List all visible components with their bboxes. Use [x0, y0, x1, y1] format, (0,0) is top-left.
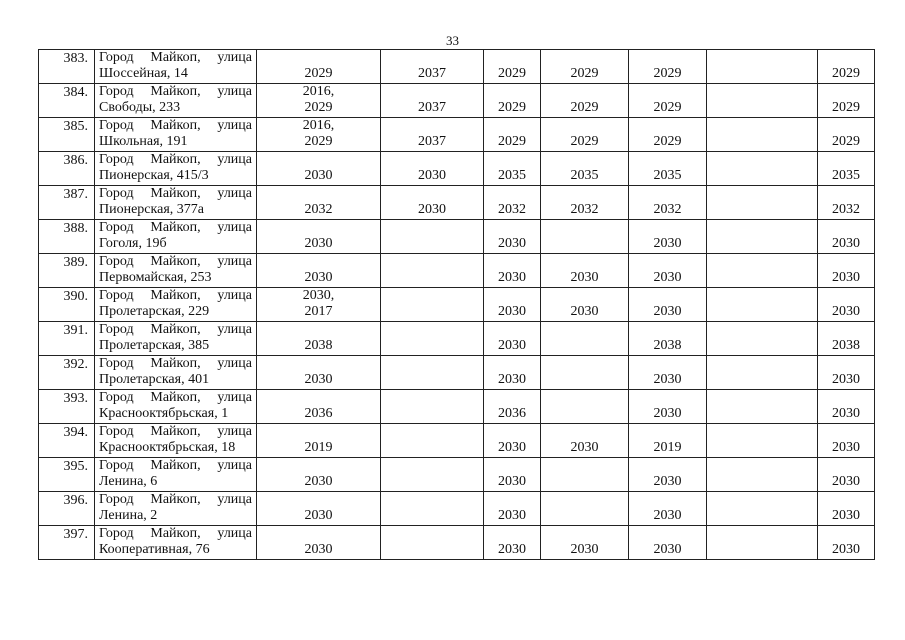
address-cell [95, 390, 257, 424]
year-cell-col1 [257, 220, 381, 254]
year-cell-col3: 2030 [484, 356, 541, 390]
year-cell-col6 [707, 424, 818, 458]
year-cell-col6 [707, 288, 818, 322]
table-row [39, 220, 875, 254]
address-cell [95, 322, 257, 356]
year-cell-col4: 2029 [541, 50, 629, 84]
year-value: 2030 [304, 168, 333, 183]
table-row [39, 254, 875, 288]
year-cell-col4: 2030 [541, 254, 629, 288]
year-cell-col7: 2030 [818, 220, 875, 254]
year-cell-col2 [381, 220, 484, 254]
year-value: 2030 [304, 236, 333, 251]
address-line-1: Город Майкоп, улица [99, 322, 252, 337]
table-row [39, 288, 875, 322]
address-line-1: Город Майкоп, улица [99, 186, 252, 201]
year-cell-col5: 2038 [629, 322, 707, 356]
year-value: 2019 [304, 440, 333, 455]
address-line-1: Город Майкоп, улица [99, 424, 252, 439]
year-value: 2016, [302, 84, 335, 99]
year-cell-col3: 2030 [484, 526, 541, 560]
year-cell-col7: 2030 [818, 526, 875, 560]
year-cell-col4 [541, 458, 629, 492]
year-cell-col7: 2030 [818, 492, 875, 526]
address-cell [95, 526, 257, 560]
year-cell-col6 [707, 186, 818, 220]
year-cell-col6 [707, 84, 818, 118]
year-value: 2029 [304, 100, 333, 115]
year-cell-col2 [381, 322, 484, 356]
year-cell-col3: 2029 [484, 118, 541, 152]
year-cell-col4 [541, 390, 629, 424]
address-line-2: Пролетарская, 401 [99, 372, 210, 387]
year-cell-col3: 2030 [484, 254, 541, 288]
address-line-2: Ленина, 2 [99, 508, 158, 523]
year-cell-col1 [257, 186, 381, 220]
year-cell-col5: 2030 [629, 356, 707, 390]
table-row [39, 458, 875, 492]
year-cell-col7: 2030 [818, 424, 875, 458]
table-row [39, 356, 875, 390]
year-cell-col6 [707, 356, 818, 390]
year-cell-col1 [257, 458, 381, 492]
address-cell [95, 186, 257, 220]
row-number-cell: 391. [39, 322, 95, 356]
row-number-cell: 394. [39, 424, 95, 458]
year-cell-col7: 2030 [818, 458, 875, 492]
row-number-cell: 393. [39, 390, 95, 424]
address-line-1: Город Майкоп, улица [99, 84, 252, 99]
row-number-cell: 386. [39, 152, 95, 186]
year-cell-col5: 2030 [629, 458, 707, 492]
year-cell-col7: 2032 [818, 186, 875, 220]
address-line-1: Город Майкоп, улица [99, 220, 252, 235]
year-cell-col2: 2037 [381, 118, 484, 152]
year-cell-col6 [707, 390, 818, 424]
year-cell-col3: 2030 [484, 220, 541, 254]
year-value: 2016, [302, 118, 335, 133]
year-cell-col1 [257, 390, 381, 424]
table-row [39, 322, 875, 356]
year-value: 2036 [304, 406, 333, 421]
year-cell-col5: 2029 [629, 50, 707, 84]
year-cell-col4: 2032 [541, 186, 629, 220]
year-cell-col2 [381, 458, 484, 492]
page-number: 33 [446, 33, 459, 48]
year-value: 2030 [304, 542, 333, 557]
schedule-table [38, 49, 875, 560]
year-cell-col1 [257, 492, 381, 526]
row-number-cell: 390. [39, 288, 95, 322]
table-row [39, 118, 875, 152]
address-line-1: Город Майкоп, улица [99, 390, 252, 405]
year-cell-col2: 2030 [381, 186, 484, 220]
year-value: 2030 [304, 474, 333, 489]
row-number-cell: 383. [39, 50, 95, 84]
address-line-2: Свободы, 233 [99, 100, 181, 115]
address-cell [95, 458, 257, 492]
row-number-cell: 387. [39, 186, 95, 220]
year-cell-col4 [541, 356, 629, 390]
address-cell [95, 288, 257, 322]
year-cell-col7: 2030 [818, 288, 875, 322]
year-cell-col2 [381, 390, 484, 424]
year-value: 2032 [304, 202, 333, 217]
year-cell-col1 [257, 254, 381, 288]
year-cell-col6 [707, 458, 818, 492]
row-number-cell: 389. [39, 254, 95, 288]
year-cell-col6 [707, 254, 818, 288]
year-cell-col1 [257, 322, 381, 356]
year-cell-col2: 2037 [381, 50, 484, 84]
row-number-cell: 388. [39, 220, 95, 254]
year-cell-col1 [257, 526, 381, 560]
year-value: 2030 [304, 270, 333, 285]
row-number-cell: 392. [39, 356, 95, 390]
year-cell-col3: 2030 [484, 424, 541, 458]
row-number-cell: 384. [39, 84, 95, 118]
year-cell-col7: 2030 [818, 254, 875, 288]
year-cell-col6 [707, 118, 818, 152]
year-cell-col2 [381, 254, 484, 288]
year-value: 2029 [304, 66, 333, 81]
table-row [39, 390, 875, 424]
year-cell-col7: 2029 [818, 84, 875, 118]
table-row [39, 50, 875, 84]
year-cell-col5: 2030 [629, 526, 707, 560]
address-line-1: Город Майкоп, улица [99, 50, 252, 65]
year-cell-col2 [381, 424, 484, 458]
year-cell-col6 [707, 526, 818, 560]
year-cell-col1 [257, 50, 381, 84]
year-cell-col2: 2037 [381, 84, 484, 118]
table-row [39, 492, 875, 526]
year-cell-col4: 2030 [541, 288, 629, 322]
year-cell-col6 [707, 50, 818, 84]
year-cell-col3: 2029 [484, 84, 541, 118]
year-cell-col5: 2032 [629, 186, 707, 220]
year-cell-col6 [707, 220, 818, 254]
year-cell-col1 [257, 288, 381, 322]
address-cell [95, 84, 257, 118]
address-line-2: Пионерская, 415/3 [99, 168, 209, 183]
table-row [39, 526, 875, 560]
address-cell [95, 254, 257, 288]
address-cell [95, 50, 257, 84]
year-cell-col4: 2029 [541, 118, 629, 152]
year-cell-col2 [381, 526, 484, 560]
year-cell-col6 [707, 492, 818, 526]
year-cell-col4: 2030 [541, 424, 629, 458]
year-cell-col7: 2030 [818, 390, 875, 424]
year-cell-col3: 2029 [484, 50, 541, 84]
year-cell-col3: 2036 [484, 390, 541, 424]
year-cell-col4 [541, 492, 629, 526]
address-line-2: Школьная, 191 [99, 134, 188, 149]
address-line-1: Город Майкоп, улица [99, 288, 252, 303]
table-row [39, 186, 875, 220]
year-cell-col5: 2029 [629, 118, 707, 152]
year-cell-col3: 2035 [484, 152, 541, 186]
table-row [39, 84, 875, 118]
address-line-2: Пролетарская, 229 [99, 304, 210, 319]
address-line-1: Город Майкоп, улица [99, 118, 252, 133]
year-cell-col4: 2029 [541, 84, 629, 118]
year-value: 2030 [304, 372, 333, 387]
year-cell-col5: 2030 [629, 254, 707, 288]
year-cell-col1 [257, 424, 381, 458]
year-cell-col5: 2030 [629, 288, 707, 322]
year-cell-col5: 2030 [629, 492, 707, 526]
year-cell-col2 [381, 288, 484, 322]
row-number-cell: 395. [39, 458, 95, 492]
address-cell [95, 424, 257, 458]
address-line-2: Ленина, 6 [99, 474, 158, 489]
address-line-1: Город Майкоп, улица [99, 152, 252, 167]
address-line-2: Первомайская, 253 [99, 270, 212, 285]
year-value: 2030, [302, 288, 335, 303]
row-number-cell: 385. [39, 118, 95, 152]
address-cell [95, 492, 257, 526]
year-cell-col4 [541, 322, 629, 356]
year-cell-col3: 2030 [484, 458, 541, 492]
year-cell-col7: 2029 [818, 50, 875, 84]
row-number-cell: 396. [39, 492, 95, 526]
address-line-1: Город Майкоп, улица [99, 492, 252, 507]
address-line-2: Краснооктябрьская, 1 [99, 406, 229, 421]
year-value: 2030 [304, 508, 333, 523]
year-cell-col2 [381, 492, 484, 526]
year-cell-col7: 2029 [818, 118, 875, 152]
year-cell-col3: 2030 [484, 288, 541, 322]
address-line-1: Город Майкоп, улица [99, 458, 252, 473]
year-cell-col4: 2035 [541, 152, 629, 186]
year-cell-col1 [257, 84, 381, 118]
year-cell-col3: 2030 [484, 322, 541, 356]
address-cell [95, 118, 257, 152]
address-line-2: Гоголя, 19б [99, 236, 167, 251]
year-cell-col3: 2030 [484, 492, 541, 526]
address-line-2: Пролетарская, 385 [99, 338, 210, 353]
address-line-1: Город Майкоп, улица [99, 254, 252, 269]
year-value: 2017 [304, 304, 333, 319]
address-cell [95, 152, 257, 186]
year-cell-col6 [707, 152, 818, 186]
address-line-2: Краснооктябрьская, 18 [99, 440, 236, 455]
year-value: 2038 [304, 338, 333, 353]
address-line-2: Шоссейная, 14 [99, 66, 188, 81]
address-line-2: Кооперативная, 76 [99, 542, 210, 557]
address-cell [95, 220, 257, 254]
year-value: 2029 [304, 134, 333, 149]
address-cell [95, 356, 257, 390]
address-line-1: Город Майкоп, улица [99, 526, 252, 541]
year-cell-col7: 2038 [818, 322, 875, 356]
year-cell-col5: 2019 [629, 424, 707, 458]
year-cell-col4 [541, 220, 629, 254]
year-cell-col3: 2032 [484, 186, 541, 220]
year-cell-col1 [257, 152, 381, 186]
table-body [39, 50, 875, 560]
year-cell-col2: 2030 [381, 152, 484, 186]
year-cell-col5: 2030 [629, 220, 707, 254]
row-number-cell: 397. [39, 526, 95, 560]
year-cell-col4: 2030 [541, 526, 629, 560]
year-cell-col5: 2030 [629, 390, 707, 424]
year-cell-col1 [257, 118, 381, 152]
year-cell-col2 [381, 356, 484, 390]
year-cell-col5: 2035 [629, 152, 707, 186]
year-cell-col7: 2035 [818, 152, 875, 186]
table-row [39, 152, 875, 186]
year-cell-col6 [707, 322, 818, 356]
table-row [39, 424, 875, 458]
address-line-2: Пионерская, 377а [99, 202, 204, 217]
year-cell-col7: 2030 [818, 356, 875, 390]
address-line-1: Город Майкоп, улица [99, 356, 252, 371]
year-cell-col5: 2029 [629, 84, 707, 118]
year-cell-col1 [257, 356, 381, 390]
